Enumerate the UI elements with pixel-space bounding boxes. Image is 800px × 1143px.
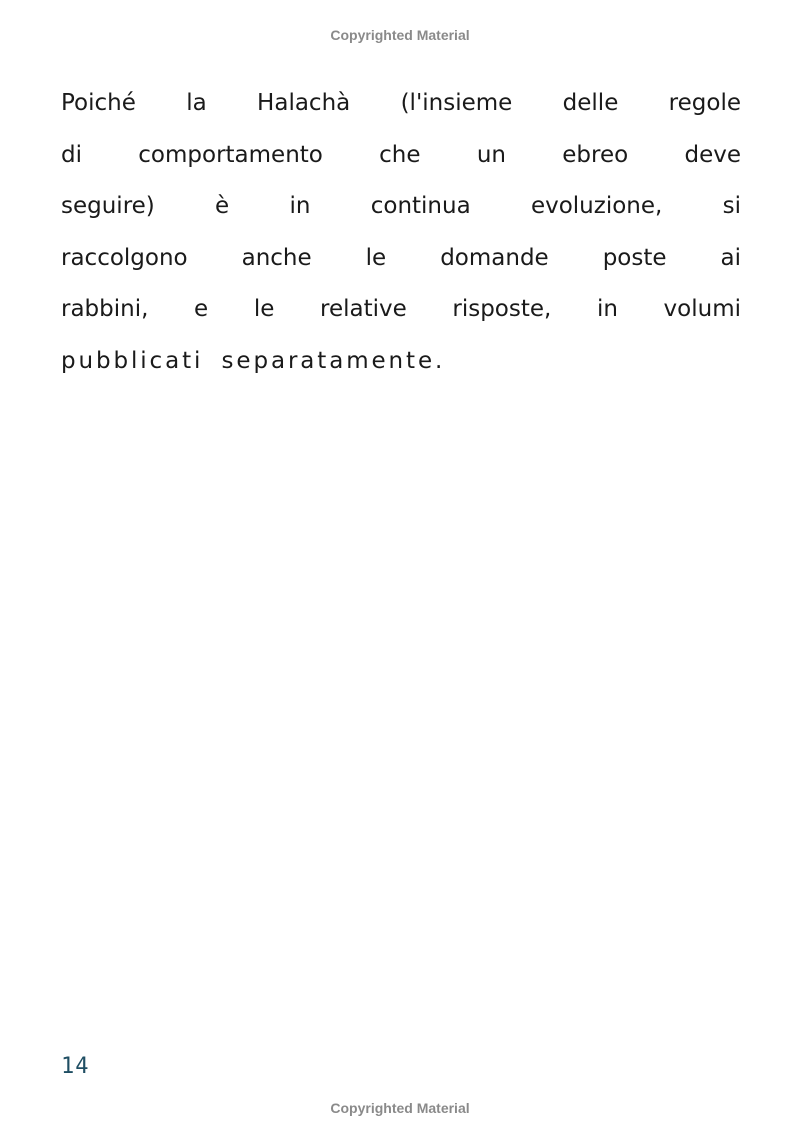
paragraph-line: di comportamento che un ebreo deve <box>61 141 741 168</box>
copyright-watermark-bottom: Copyrighted Material <box>330 1100 470 1116</box>
paragraph-line: Poiché la Halachà (l'insieme delle regole <box>61 90 741 116</box>
page-number: 14 <box>61 1054 90 1079</box>
paragraph-line: pubblicati separatamente. <box>61 347 446 374</box>
body-paragraph <box>61 78 741 388</box>
paragraph-line: rabbini, e le relative risposte, in volumi <box>61 296 741 323</box>
paragraph-line: seguire) è in continua evoluzione, si <box>61 193 741 220</box>
paragraph-line: raccolgono anche le domande poste ai <box>61 244 741 271</box>
copyright-watermark-top: Copyrighted Material <box>330 27 470 43</box>
